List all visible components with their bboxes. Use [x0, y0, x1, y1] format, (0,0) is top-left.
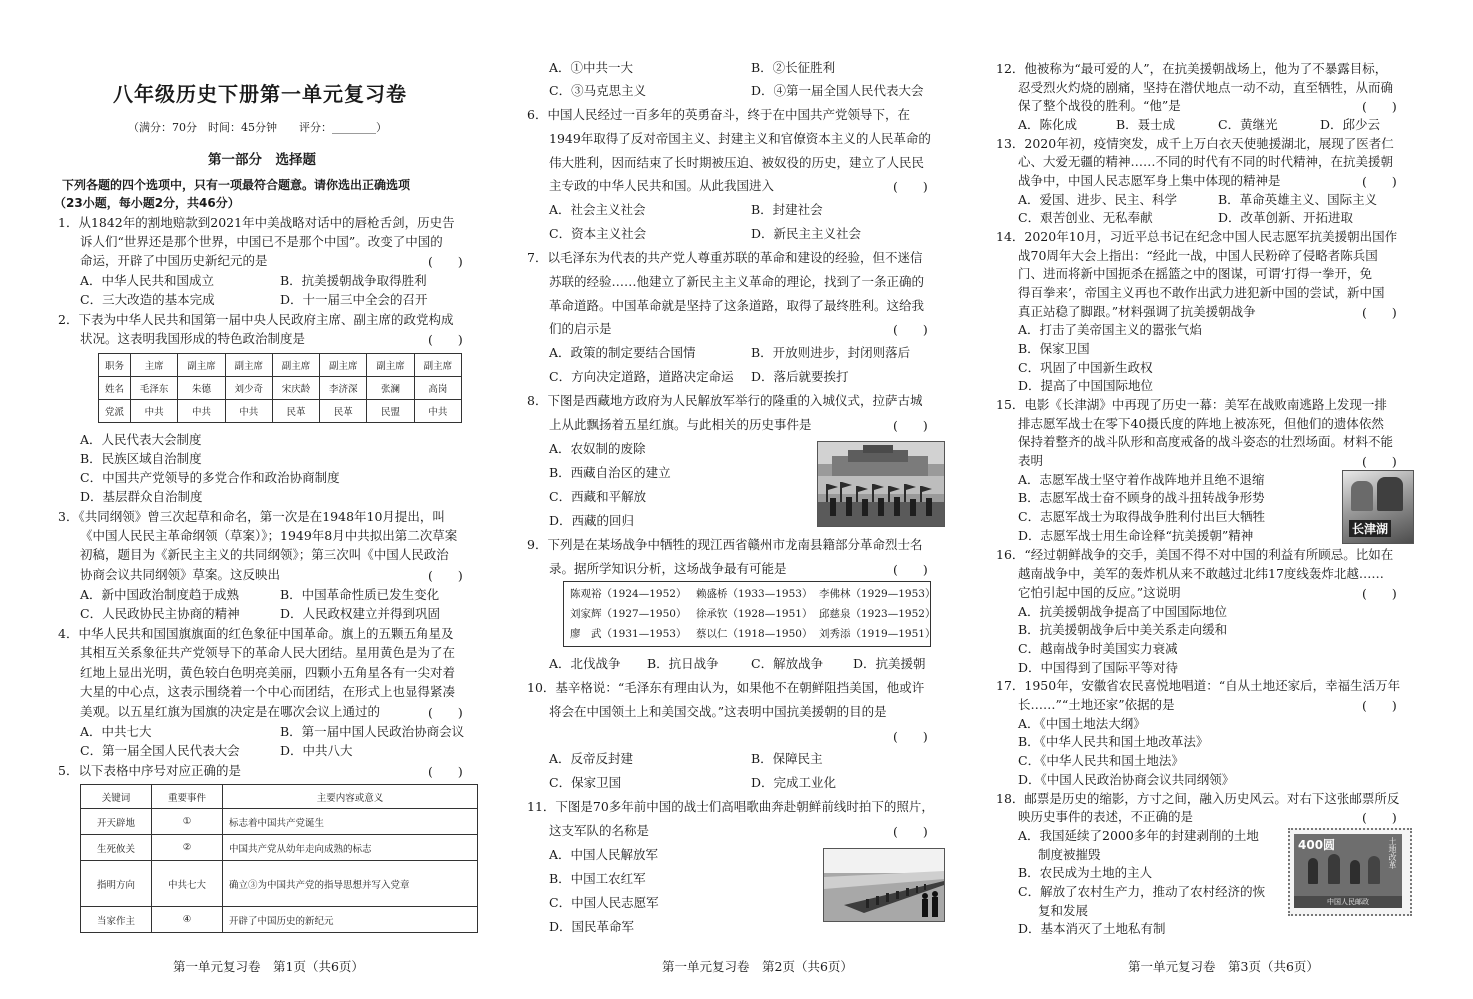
stamp-value: 400圆 [1298, 838, 1336, 852]
option-continuation: 复和发展 [1038, 903, 1089, 918]
table-cell: 朱德 [178, 377, 225, 400]
answer-parens[interactable]: ( ) [428, 332, 463, 347]
question-text: 16．“经过朝鲜战争的交手，美国不得不对中国的利益有所顾忌。比如在 [996, 547, 1394, 562]
question-text: 得百拳来’，帝国主义再也不敢作出武力进犯新中国的尝试，新中国 [1018, 285, 1385, 300]
option[interactable]: A．人民代表大会制度 [80, 432, 202, 447]
table-cell: 副主席 [225, 354, 272, 377]
option[interactable]: D．抗美援朝 [853, 656, 926, 671]
question-text: 它怕引起中国的反应。”这说明 [1018, 585, 1181, 600]
exam-meta: （满分：70分 时间：45分钟 评分：________） [128, 121, 387, 134]
option[interactable]: A．陈化成 [1018, 117, 1078, 132]
question-text: 12．他被称为“最可爱的人”，在抗美援朝战场上，他为了不暴露目标， [996, 61, 1388, 76]
list-item: 徐承钦（1928—1951） [696, 608, 813, 620]
question-text: 5．以下表格中序号对应正确的是 [58, 763, 241, 778]
option[interactable]: D．西藏的回归 [549, 513, 635, 528]
question-text: 门、进而将新中国扼杀在摇篮之中的图谋，可谓‘打得一拳开，免 [1018, 266, 1372, 281]
option[interactable]: D．志愿军战士用生命诠释“抗美援朝”精神 [1018, 528, 1254, 543]
question-text: 苏联的经验……他建立了新民主主义革命的理论，找到了一条正确的 [549, 274, 925, 289]
question-text: 表明 [1018, 453, 1044, 468]
question-text: 录。据所学知识分析，这场战争最有可能是 [549, 561, 787, 576]
option[interactable]: D．提高了中国国际地位 [1018, 378, 1154, 393]
table-cell: 副主席 [414, 354, 461, 377]
answer-parens[interactable]: ( ) [1362, 586, 1397, 601]
option[interactable]: D．改革创新、开拓进取 [1218, 210, 1354, 225]
option[interactable]: D．新民主主义社会 [751, 226, 862, 241]
question-text: 初稿，题目为《新民主主义的共同纲领》；第三次叫《中国人民政治 [80, 547, 449, 562]
instruction-line: （23小题，每小题2分，共46分） [54, 196, 240, 210]
option[interactable]: B．封建社会 [751, 202, 823, 217]
table-cell: ① [152, 809, 223, 835]
option[interactable]: D．中共八大 [280, 743, 353, 758]
answer-parens[interactable]: ( ) [893, 824, 928, 839]
table-cell: 民革 [272, 400, 319, 423]
answer-parens[interactable]: ( ) [1362, 810, 1397, 825]
question-text: 将会在中国领土上和美国交战。”这表明中国抗美援朝的目的是 [549, 704, 887, 719]
list-item: 陈观裕（1924—1952） [570, 588, 687, 600]
option[interactable]: C．保家卫国 [549, 775, 622, 790]
question-text: 7．以毛泽东为代表的共产党人尊重苏联的革命和建设的经验，但不迷信 [527, 250, 923, 265]
page-2 [527, 0, 945, 999]
option[interactable]: A．打击了美帝国主义的嚣张气焰 [1018, 322, 1203, 337]
martyr-list [563, 581, 936, 647]
option[interactable]: C．巩固了中国新生政权 [1018, 360, 1153, 375]
figure-shape [1368, 856, 1380, 884]
table-header: 关键词 [81, 785, 152, 809]
option[interactable]: B．农民成为土地的主人 [1018, 865, 1153, 880]
option[interactable]: B．中国工农红军 [549, 871, 646, 886]
option[interactable]: C．艰苦创业、无私奉献 [1018, 210, 1153, 225]
answer-parens[interactable]: ( ) [428, 705, 463, 720]
option[interactable]: A．中华人民共和国成立 [80, 273, 215, 288]
answer-parens[interactable]: ( ) [893, 729, 928, 744]
question-text: 9．下列是在某场战争中牺牲的现江西省赣州市龙南县籍部分革命烈士名 [527, 537, 923, 552]
option[interactable]: B．开放则进步，封闭则落后 [751, 345, 911, 360]
table-cell: 毛泽东 [131, 377, 178, 400]
question-text: 《中国人民民主革命纲领（草案）》；1949年8月中共拟出第二次草案 [80, 528, 458, 543]
question-text: 13．2020年初，疫情突发，成千上万白衣天使驰援湖北，展现了医者仁 [996, 136, 1394, 151]
question-text: 们的启示是 [549, 321, 612, 336]
changjin-lake-poster [1342, 470, 1414, 544]
answer-parens[interactable]: ( ) [893, 418, 928, 433]
option[interactable]: C．黄继光 [1218, 117, 1278, 132]
option[interactable]: C．西藏和平解放 [549, 489, 647, 504]
table-cell: ② [152, 835, 223, 861]
option[interactable]: D．落后就要挨打 [751, 369, 849, 384]
list-item: 蔡以仁（1918—1950） [696, 628, 813, 640]
option[interactable]: D．邱少云 [1320, 117, 1381, 132]
option[interactable]: B．《中华人民共和国土地改革法》 [1018, 734, 1209, 749]
question-text: 上从此飘扬着五星红旗。与此相关的历史事件是 [549, 417, 812, 432]
question-text: 协商会议共同纲领》草案。这反映出 [80, 567, 281, 582]
question-text: 战争中，中国人民志愿军身上集中体现的精神是 [1018, 173, 1281, 188]
option[interactable]: C．中国共产党领导的多党合作和政治协商制度 [80, 470, 340, 485]
table-header: 主要内容或意义 [223, 785, 478, 809]
page-footer: 第一单元复习卷 第3页（共6页） [1128, 959, 1319, 974]
question-text: 11．下图是70多年前中国的战士们高唱歌曲奔赴朝鲜前线时拍下的照片， [527, 799, 934, 814]
answer-parens[interactable]: ( ) [893, 562, 928, 577]
option[interactable]: B．志愿军战士奋不顾身的战斗扭转战争形势 [1018, 490, 1265, 505]
list-item: 李佛林（1929—1953） [819, 588, 936, 600]
poster-title: 长津湖 [1349, 520, 1391, 537]
option-continuation: 制度被摧毁 [1038, 847, 1101, 862]
table-cell: 李济深 [320, 377, 367, 400]
question-text: 忍受烈火灼烧的剧痛，坚持在潜伏地点一动不动，直至牺牲，从而确 [1018, 80, 1394, 95]
question-text: 2．下表为中华人民共和国第一届中央人民政府主席、副主席的政党构成 [58, 312, 454, 327]
option[interactable]: A．政策的制定要结合国情 [549, 345, 696, 360]
question-text: 主专政的中华人民共和国。从此我国进入 [549, 178, 775, 193]
list-item: 邱慈泉（1923—1952） [819, 608, 936, 620]
table-header: 重要事件 [152, 785, 223, 809]
question-text: 命运，开辟了中国历史新纪元的是 [80, 253, 268, 268]
table-cell: 确立③为中国共产党的指导思想并写入党章 [223, 861, 478, 907]
page-footer: 第一单元复习卷 第1页（共6页） [173, 959, 364, 974]
figure-shape [1328, 854, 1340, 884]
answer-parens[interactable]: ( ) [428, 764, 463, 779]
instruction-line: 下列各题的四个选项中，只有一项最符合题意。请你选出正确选项 [62, 178, 411, 192]
question-text: 革命道路。中国革命就是坚持了这条道路，取得了最终胜利。这给我 [549, 298, 925, 313]
table-cell: 副主席 [367, 354, 414, 377]
answer-parens[interactable]: ( ) [1362, 454, 1397, 469]
table-cell: 高岗 [414, 377, 461, 400]
option[interactable]: A．《中国土地法大纲》 [1018, 716, 1146, 731]
table-cell: 职务 [99, 354, 131, 377]
answer-parens[interactable]: ( ) [428, 254, 463, 269]
option[interactable]: A．农奴制的废除 [549, 441, 646, 456]
option[interactable]: B．抗美援朝战争取得胜利 [280, 273, 427, 288]
option[interactable]: A．新中国政治制度趋于成熟 [80, 587, 240, 602]
option[interactable]: D．中国得到了国际平等对待 [1018, 660, 1179, 675]
option[interactable]: B．抗美援朝战争后中美关系走向缓和 [1018, 622, 1228, 637]
option[interactable]: D．完成工业化 [751, 775, 837, 790]
option[interactable]: D．国民革命军 [549, 919, 635, 934]
option[interactable]: B．民族区域自治制度 [80, 451, 202, 466]
list-item: 赖盛桥（1933—1953） [696, 588, 813, 600]
list-item: 刘秀添（1919—1951） [819, 628, 936, 640]
question-text: 17．1950年，安徽省农民喜悦地唱道：“自从土地还家后，幸福生活万年 [996, 678, 1401, 693]
question-text: 映历史事件的表述，不正确的是 [1018, 809, 1194, 824]
question-text: 6．中国人民经过一百多年的英勇奋斗，终于在中国共产党领导下，在 [527, 107, 910, 122]
land-reform-stamp [1288, 828, 1412, 916]
option[interactable]: C．《中华人民共和国土地法》 [1018, 753, 1184, 768]
events-table [80, 784, 478, 933]
question-text: 诉人们“世界还是那个世界，中国已不是那个中国”。改变了中国的 [80, 234, 443, 249]
soldiers-crossing-bridge-photo [823, 848, 945, 922]
table-cell: 党派 [99, 400, 131, 423]
table-cell: 中共 [131, 400, 178, 423]
question-text: 战70周年大会上指出：“经此一战，中国人民粉碎了侵略者陈兵国 [1018, 248, 1378, 263]
question-text: 真正站稳了脚跟。”材料强调了抗美援朝战争 [1018, 304, 1256, 319]
option[interactable]: A．中共七大 [80, 724, 152, 739]
question-text: 10．基辛格说：“毛泽东有理由认为，如果他不在朝鲜阻挡美国，他或许 [527, 680, 925, 695]
option[interactable]: A．社会主义社会 [549, 202, 646, 217]
option[interactable]: A．反帝反封建 [549, 751, 634, 766]
stamp-caption: 土地改革 [1388, 837, 1397, 869]
table-cell: 民盟 [367, 400, 414, 423]
option[interactable]: C．③马克思主义 [549, 83, 647, 98]
page-footer: 第一单元复习卷 第2页（共6页） [662, 959, 853, 974]
table-cell: 生死攸关 [81, 835, 152, 861]
question-text: 心、大爱无疆的精神……不同的时代有不同的时代精神，在抗美援朝 [1018, 154, 1394, 169]
list-item: 廖 武（1931—1953） [570, 628, 687, 640]
question-text: 红地上显出光明，黄色较白色明亮美丽，四颗小五角星各有一尖对着 [80, 665, 456, 680]
option[interactable]: B．革命英雄主义、国际主义 [1218, 192, 1378, 207]
question-text: 18．邮票是历史的缩影，方寸之间，融入历史风云。对右下这张邮票所反 [996, 791, 1400, 806]
option[interactable]: B．西藏自治区的建立 [549, 465, 671, 480]
question-text: 3．《共同纲领》曾三次起草和命名，第一次是在1948年10月提出，叫 [58, 509, 445, 524]
option[interactable]: A．北伐战争 [549, 656, 621, 671]
option[interactable]: B．②长征胜利 [751, 60, 836, 75]
list-item: 刘家辉（1927—1950） [570, 608, 687, 620]
option[interactable]: B．聂士成 [1116, 117, 1176, 132]
table-cell: 标志着中国共产党诞生 [223, 809, 478, 835]
question-text: 14．2020年10月，习近平总书记在纪念中国人民志愿军抗美援朝出国作 [996, 229, 1398, 244]
option[interactable]: C．中国人民志愿军 [549, 895, 659, 910]
table-cell: 张澜 [367, 377, 414, 400]
option[interactable]: C．越南战争时美国实力衰减 [1018, 641, 1178, 656]
question-text: 保了整个战役的胜利。“他”是 [1018, 98, 1181, 113]
option[interactable]: C．资本主义社会 [549, 226, 647, 241]
question-text: 15．电影《长津湖》中再现了历史一幕：美军在战败南逃路上发现一排 [996, 397, 1387, 412]
table-cell: 刘少奇 [225, 377, 272, 400]
option[interactable]: A．爱国、进步、民主、科学 [1018, 192, 1178, 207]
question-text: 状况。这表明我国形成的特色政治制度是 [80, 331, 306, 346]
answer-parens[interactable]: ( ) [1362, 174, 1397, 189]
option[interactable]: B．抗日战争 [647, 656, 719, 671]
option[interactable]: D．基本消灭了土地私有制 [1018, 921, 1166, 936]
option[interactable]: A．我国延续了2000多年的封建剥削的土地 [1018, 828, 1259, 843]
option[interactable]: A．①中共一大 [549, 60, 634, 75]
table-cell: 中共七大 [152, 861, 223, 907]
question-text: 1949年取得了反对帝国主义、封建主义和官僚资本主义的人民革命的 [549, 131, 931, 146]
page-1 [54, 0, 478, 999]
table-cell: 中共 [178, 400, 225, 423]
question-text: 保持着整齐的战斗队形和高度戒备的战斗姿态的壮烈场面。材料不能 [1018, 434, 1394, 449]
option[interactable]: D．人民政权建立并得到巩固 [280, 606, 441, 621]
option[interactable]: A．抗美援朝战争提高了中国国际地位 [1018, 604, 1228, 619]
question-text: 大星的中心点，这表示围绕着一个中心而团结，在形式上也显得紧凑 [80, 684, 456, 699]
question-text: 排志愿军战士在零下40摄氏度的阵地上被冻死，但他们的遗体依然 [1018, 416, 1384, 431]
table-cell: 主席 [131, 354, 178, 377]
exam-title: 八年级历史下册第一单元复习卷 [113, 82, 407, 106]
figure-shape [1308, 858, 1318, 884]
table-cell: 开天辟地 [81, 809, 152, 835]
option[interactable]: B．中国革命性质已发生变化 [280, 587, 440, 602]
answer-parens[interactable]: ( ) [1362, 305, 1397, 320]
option[interactable]: B．保家卫国 [1018, 341, 1090, 356]
option[interactable]: C．方向决定道路，道路决定命运 [549, 369, 734, 384]
option[interactable]: C．人民政协民主协商的精神 [80, 606, 240, 621]
option[interactable]: D．《中国人民政治协商会议共同纲领》 [1018, 772, 1235, 787]
answer-parens[interactable]: ( ) [1362, 698, 1397, 713]
stamp-bottom-text: 中国人民邮政 [1294, 896, 1402, 908]
option[interactable]: B．保障民主 [751, 751, 823, 766]
question-text: 其相互关系象征共产党领导下的革命人民大团结。星用黄色是为了在 [80, 645, 456, 660]
table-cell: 中共 [225, 400, 272, 423]
table-cell: 副主席 [178, 354, 225, 377]
table-cell: 指明方向 [81, 861, 152, 907]
soldier-figure [1351, 481, 1373, 511]
option[interactable]: C．第一届全国人民代表大会 [80, 743, 240, 758]
table-cell: 中共 [414, 400, 461, 423]
question-text: 美观。以五星红旗为国旗的决定是在哪次会议上通过的 [80, 704, 381, 719]
page-3 [996, 0, 1414, 999]
figure-shape [1350, 860, 1360, 884]
option[interactable]: B．第一届中国人民政治协商会议 [280, 724, 465, 739]
question-text: 8．下图是西藏地方政府为人民解放军举行的隆重的入城仪式，拉萨古城 [527, 393, 923, 408]
section-heading: 第一部分 选择题 [208, 152, 316, 168]
option[interactable]: A．中国人民解放军 [549, 847, 659, 862]
option[interactable]: A．志愿军战士坚守着作战阵地并且绝不退缩 [1018, 472, 1265, 487]
answer-parens[interactable]: ( ) [428, 568, 463, 583]
option[interactable]: C．解放战争 [751, 656, 824, 671]
option[interactable]: D．④第一届全国人民代表大会 [751, 83, 924, 98]
option[interactable]: D．基层群众自治制度 [80, 489, 203, 504]
answer-parens[interactable]: ( ) [893, 179, 928, 194]
table-cell: 宋庆龄 [272, 377, 319, 400]
option[interactable]: D．十一届三中全会的召开 [280, 292, 428, 307]
question-text: 长……”“土地还家”依据的是 [1018, 697, 1175, 712]
answer-parens[interactable]: ( ) [1362, 99, 1397, 114]
table-cell: ④ [152, 907, 223, 933]
question-text: 这支军队的名称是 [549, 823, 650, 838]
lhasa-parade-photo [817, 441, 945, 527]
table-cell: 开辟了中国历史的新纪元 [223, 907, 478, 933]
stamp-picture [1294, 834, 1402, 908]
question-text: 4．中华人民共和国国旗旗面的红色象征中国革命。旗上的五颗五角星及 [58, 626, 454, 641]
table-cell: 姓名 [99, 377, 131, 400]
party-composition-table [98, 353, 462, 423]
question-text: 越南战争中，美军的轰炸机从来不敢越过北纬17度线轰炸北越…… [1018, 566, 1384, 581]
table-cell: 副主席 [320, 354, 367, 377]
option[interactable]: C．解放了农村生产力，推动了农村经济的恢 [1018, 884, 1266, 899]
answer-parens[interactable]: ( ) [893, 322, 928, 337]
question-text: 伟大胜利，因而结束了长时期被压迫、被奴役的历史，建立了人民民 [549, 155, 925, 170]
table-cell: 副主席 [272, 354, 319, 377]
table-cell: 民革 [320, 400, 367, 423]
table-cell: 当家作主 [81, 907, 152, 933]
question-text: 1．从1842年的割地赔款到2021年中美战略对话中的唇枪舌剑，历史告 [58, 215, 455, 230]
option[interactable]: C．三大改造的基本完成 [80, 292, 215, 307]
option[interactable]: C．志愿军战士为取得战争胜利付出巨大牺牲 [1018, 509, 1266, 524]
soldier-figure [1377, 477, 1403, 511]
table-cell: 中国共产党从幼年走向成熟的标志 [223, 835, 478, 861]
